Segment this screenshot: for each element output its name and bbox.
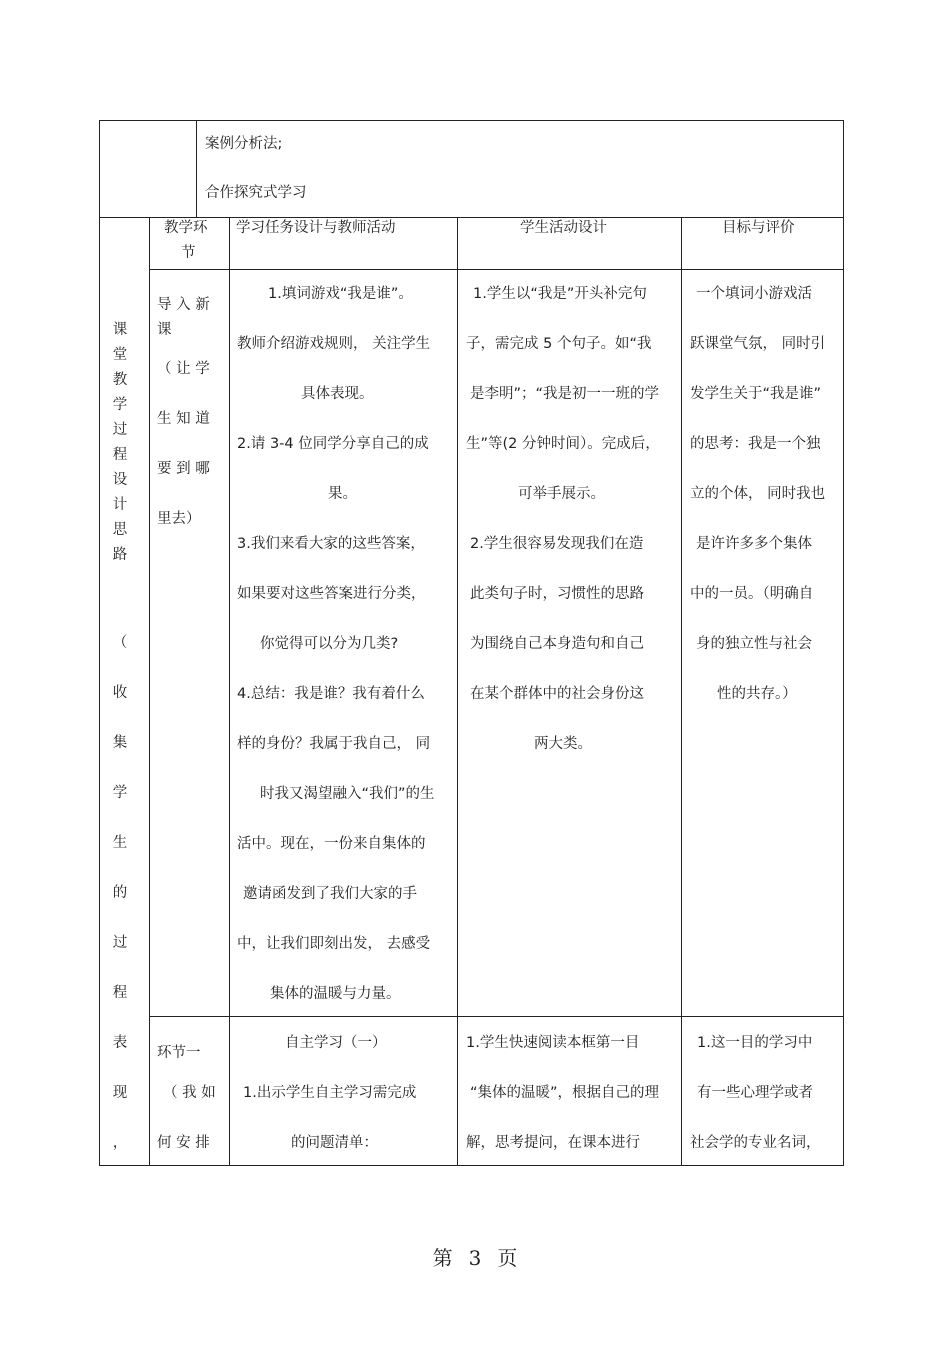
row2-teacher-line: 的问题清单： xyxy=(291,1135,378,1151)
left-label-char: ， xyxy=(112,1135,128,1151)
row1-student-line: 生”等(2 分钟时间）。完成后， xyxy=(466,436,660,452)
header-bottom-divider xyxy=(149,269,844,270)
left-label-char: 程 xyxy=(112,447,128,463)
row1-goal-line: 是许许多多个集体 xyxy=(696,536,812,552)
left-label-char: 学 xyxy=(112,785,128,801)
row1-teacher-line: 邀请函发到了我们大家的手 xyxy=(243,886,417,902)
left-label-char: 设 xyxy=(112,472,128,488)
page-suffix: 页 xyxy=(497,1246,518,1270)
left-label-char: 过 xyxy=(112,935,128,951)
header-stage-line1: 教学环 xyxy=(164,220,208,236)
row1-student-line: 子，需完成 5 个句子。如“我 xyxy=(466,336,652,352)
left-label-char: 现 xyxy=(112,1085,128,1101)
row2-student-line: “集体的温暖”，根据自己的理 xyxy=(470,1085,660,1101)
left-label-char: 程 xyxy=(112,985,128,1001)
left-label-char: 路 xyxy=(112,547,128,563)
stage-column-divider xyxy=(229,217,230,1166)
header-teacher: 学习任务设计与教师活动 xyxy=(236,220,396,236)
row1-goal-line: 性的共存。） xyxy=(717,686,797,702)
row1-stage-line: 要 到 哪 xyxy=(157,461,210,477)
row1-goal-line: 的思考：我是一个独 xyxy=(690,436,821,452)
row1-goal-line: 一个填词小游戏活 xyxy=(696,286,812,302)
row1-goal-line: 中的一员。（明确自 xyxy=(690,586,814,602)
row1-stage-line: 课 xyxy=(157,322,172,338)
header-student: 学生活动设计 xyxy=(520,220,607,236)
row1-teacher-line: 1.填词游戏“我是谁”。 xyxy=(268,286,413,302)
row1-stage-line: 里去） xyxy=(157,511,201,527)
row2-stage-line: 何 安 排 xyxy=(157,1135,210,1151)
left-label-char: 表 xyxy=(112,1035,128,1051)
row2-teacher-line: 1.出示学生自主学习需完成 xyxy=(243,1085,417,1101)
row1-goal-line: 跃课堂气氛， 同时引 xyxy=(690,336,826,352)
row1-teacher-line: 果。 xyxy=(328,486,357,502)
header-goal: 目标与评价 xyxy=(722,220,795,236)
table-top-border xyxy=(99,120,844,121)
left-label-char: 计 xyxy=(112,497,128,513)
page-footer xyxy=(0,1242,950,1271)
page-prefix: 第 xyxy=(432,1246,453,1270)
row2-student-line: 解，思考提问，在课本进行 xyxy=(466,1135,640,1151)
left-label-char: 收 xyxy=(112,685,128,701)
row1-teacher-line: 样的身份？我属于我自己， 同 xyxy=(237,736,431,752)
left-label-char: 堂 xyxy=(112,347,128,363)
row1-stage-line: 导 入 新 xyxy=(157,297,210,313)
row1-student-line: 此类句子时，习惯性的思路 xyxy=(470,586,644,602)
row1-teacher-line: 4.总结：我是谁？我有着什么 xyxy=(237,686,425,702)
left-label-char: 生 xyxy=(112,835,128,851)
row1-goal-line: 身的独立性与社会 xyxy=(696,636,812,652)
method-cooperative-inquiry: 合作探究式学习 xyxy=(205,185,307,201)
table-bottom-border xyxy=(99,1165,844,1166)
row1-teacher-line: 如果要对这些答案进行分类， xyxy=(237,586,426,602)
header-stage-line2: 节 xyxy=(181,245,196,261)
row1-teacher-line: 具体表现。 xyxy=(301,386,374,402)
row2-teacher-line: 自主学习（一） xyxy=(285,1035,387,1051)
row1-teacher-line: 3.我们来看大家的这些答案， xyxy=(237,536,425,552)
left-label-char: 课 xyxy=(112,322,128,338)
row1-student-line: 在某个群体中的社会身份这 xyxy=(470,686,644,702)
row2-stage-line: （ 我 如 xyxy=(163,1085,216,1101)
row1-student-line: 1.学生以“我是”开头补完句 xyxy=(473,286,647,302)
table-left-border xyxy=(99,120,100,1166)
row1-goal-line: 立的个体， 同时我也 xyxy=(690,486,826,502)
page-number: 3 xyxy=(468,1246,482,1270)
teacher-column-divider xyxy=(457,217,458,1166)
row1-teacher-line: 时我又渴望融入“我们”的生 xyxy=(260,786,435,802)
row1-teacher-line: 你觉得可以分为几类? xyxy=(260,636,399,652)
left-label-char: 过 xyxy=(112,422,128,438)
row1-student-line: 可举手展示。 xyxy=(518,486,605,502)
left-label-char: 教 xyxy=(112,372,128,388)
left-label-char: 学 xyxy=(112,397,128,413)
left-label-char: 集 xyxy=(112,735,128,751)
row1-teacher-line: 中，让我们即刻出发， 去感受 xyxy=(237,936,431,952)
row1-teacher-line: 2.请 3-4 位同学分享自己的成 xyxy=(237,436,429,452)
row1-teacher-line: 教师介绍游戏规则， 关注学生 xyxy=(237,336,431,352)
student-column-divider xyxy=(681,217,682,1166)
row2-goal-line: 社会学的专业名词， xyxy=(690,1135,821,1151)
row1-goal-line: 发学生关于“我是谁” xyxy=(690,386,822,402)
row1-stage-line: 生 知 道 xyxy=(157,411,210,427)
top-section-divider xyxy=(196,120,197,217)
table-right-border xyxy=(843,120,844,1166)
method-case-analysis: 案例分析法; xyxy=(205,136,283,152)
row1-teacher-line: 集体的温暖与力量。 xyxy=(270,986,401,1002)
row1-student-line: 为围绕自己本身造句和自己 xyxy=(470,636,644,652)
left-label-char: （ xyxy=(112,635,128,651)
row2-goal-line: 有一些心理学或者 xyxy=(697,1085,813,1101)
row-divider xyxy=(149,1016,844,1017)
left-label-char: 的 xyxy=(112,885,128,901)
row1-student-line: 2.学生很容易发现我们在造 xyxy=(470,536,644,552)
row2-goal-line: 1.这一目的学习中 xyxy=(697,1035,813,1051)
row1-teacher-line: 活中。现在，一份来自集体的 xyxy=(237,836,426,852)
row1-stage-line: （ 让 学 xyxy=(157,361,210,377)
left-label-divider xyxy=(149,217,150,1166)
left-label-char: 思 xyxy=(112,522,128,538)
row1-student-line: 是李明”；“我是初一一班的学 xyxy=(470,386,660,402)
row2-stage-line: 环节一 xyxy=(157,1045,201,1061)
row2-student-line: 1.学生快速阅读本框第一目 xyxy=(466,1035,640,1051)
row1-student-line: 两大类。 xyxy=(534,736,592,752)
